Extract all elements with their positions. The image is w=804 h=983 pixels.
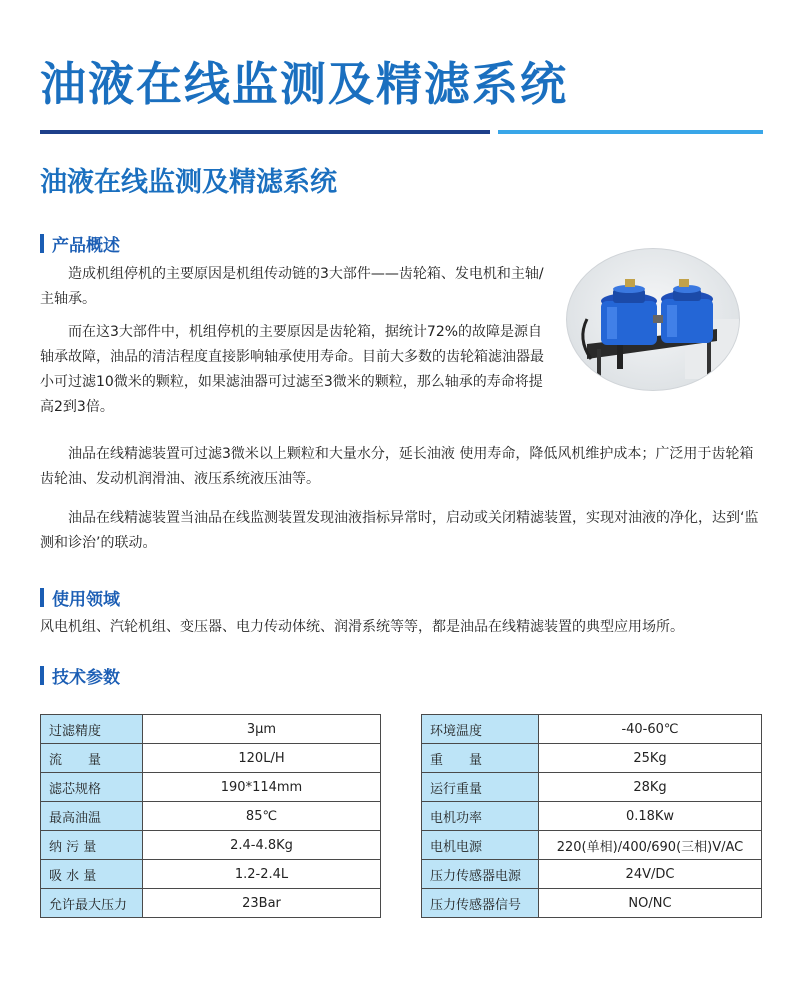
specs-heading-text: 技术参数 xyxy=(52,667,120,688)
spec-key: 滤芯规格 xyxy=(41,773,143,802)
table-row xyxy=(422,744,762,773)
filter-unit-illustration xyxy=(567,249,739,390)
spec-key: 环境温度 xyxy=(422,715,539,744)
spec-key: 运行重量 xyxy=(422,773,539,802)
section-marker xyxy=(40,666,44,685)
table-row xyxy=(41,889,381,918)
page-title: 油液在线监测及精滤系统 xyxy=(40,57,568,111)
spec-key: 纳 污 量 xyxy=(41,831,143,860)
spec-table-left xyxy=(40,714,381,918)
spec-value: 23Bar xyxy=(143,889,381,918)
spec-value: 28Kg xyxy=(539,773,762,802)
overview-paragraph-2: 而在这3大部件中，机组停机的主要原因是齿轮箱，据统计72%的故障是源自轴承故障，油品的清洁程度直接影响轴承使用寿命。目前大多数的齿轮箱滤油器最小可过滤10微米的颗粒，如果滤油器可过滤至3微米的颗粒，那么轴承的寿命将提高2到3倍。 xyxy=(40,324,544,415)
table-row xyxy=(41,773,381,802)
spec-key: 流 量 xyxy=(41,744,143,773)
spec-key: 重 量 xyxy=(422,744,539,773)
table-row xyxy=(41,715,381,744)
spec-key: 过滤精度 xyxy=(41,715,143,744)
overview-heading xyxy=(40,232,120,254)
section-marker xyxy=(40,234,44,253)
table-row xyxy=(422,802,762,831)
usage-heading xyxy=(40,586,120,608)
spec-value: 220(单相)/400/690(三相)V/AC xyxy=(539,831,762,860)
product-photo xyxy=(566,248,740,391)
spec-key: 电机功率 xyxy=(422,802,539,831)
page-subtitle: 油液在线监测及精滤系统 xyxy=(40,167,337,198)
spec-value: 2.4-4.8Kg xyxy=(143,831,381,860)
table-row xyxy=(422,773,762,802)
overview-paragraph-3: 油品在线精滤装置可过滤3微米以上颗粒和大量水分，延长油液 使用寿命，降低风机维护成本；广泛用于齿轮箱齿轮油、发动机润滑油、液压系统液压油等。 xyxy=(40,446,754,487)
specs-heading xyxy=(40,664,120,686)
spec-key: 最高油温 xyxy=(41,802,143,831)
spec-value: -40-60℃ xyxy=(539,715,762,744)
spec-key: 允许最大压力 xyxy=(41,889,143,918)
spec-key: 吸 水 量 xyxy=(41,860,143,889)
overview-heading-text: 产品概述 xyxy=(52,235,120,256)
overview-paragraph-1: 造成机组停机的主要原因是机组传动链的3大部件——齿轮箱、发电机和主轴/主轴承。 xyxy=(40,266,544,307)
spec-key: 压力传感器信号 xyxy=(422,889,539,918)
table-row xyxy=(41,860,381,889)
table-row xyxy=(41,831,381,860)
table-row xyxy=(422,860,762,889)
usage-text: 风电机组、汽轮机组、变压器、电力传动体统、润滑系统等等，都是油品在线精滤装置的典型应用场所。 xyxy=(40,619,684,635)
table-row xyxy=(422,889,762,918)
title-rule-light xyxy=(498,130,763,134)
spec-value: 3μm xyxy=(143,715,381,744)
spec-value: 0.18Kw xyxy=(539,802,762,831)
usage-heading-text: 使用领域 xyxy=(52,589,120,610)
spec-value: 85℃ xyxy=(143,802,381,831)
spec-value: 120L/H xyxy=(143,744,381,773)
spec-key: 压力传感器电源 xyxy=(422,860,539,889)
table-row xyxy=(422,831,762,860)
spec-table-right xyxy=(421,714,762,918)
table-row xyxy=(422,715,762,744)
spec-value: 24V/DC xyxy=(539,860,762,889)
spec-key: 电机电源 xyxy=(422,831,539,860)
overview-paragraph-4: 油品在线精滤装置当油品在线监测装置发现油液指标异常时，启动或关闭精滤装置，实现对油液的净化，达到‘监测和诊治’的联动。 xyxy=(40,510,759,551)
spec-value: NO/NC xyxy=(539,889,762,918)
section-marker xyxy=(40,588,44,607)
spec-value: 25Kg xyxy=(539,744,762,773)
spec-value: 1.2-2.4L xyxy=(143,860,381,889)
title-rule-dark xyxy=(40,130,490,134)
table-row xyxy=(41,744,381,773)
table-row xyxy=(41,802,381,831)
spec-value: 190*114mm xyxy=(143,773,381,802)
